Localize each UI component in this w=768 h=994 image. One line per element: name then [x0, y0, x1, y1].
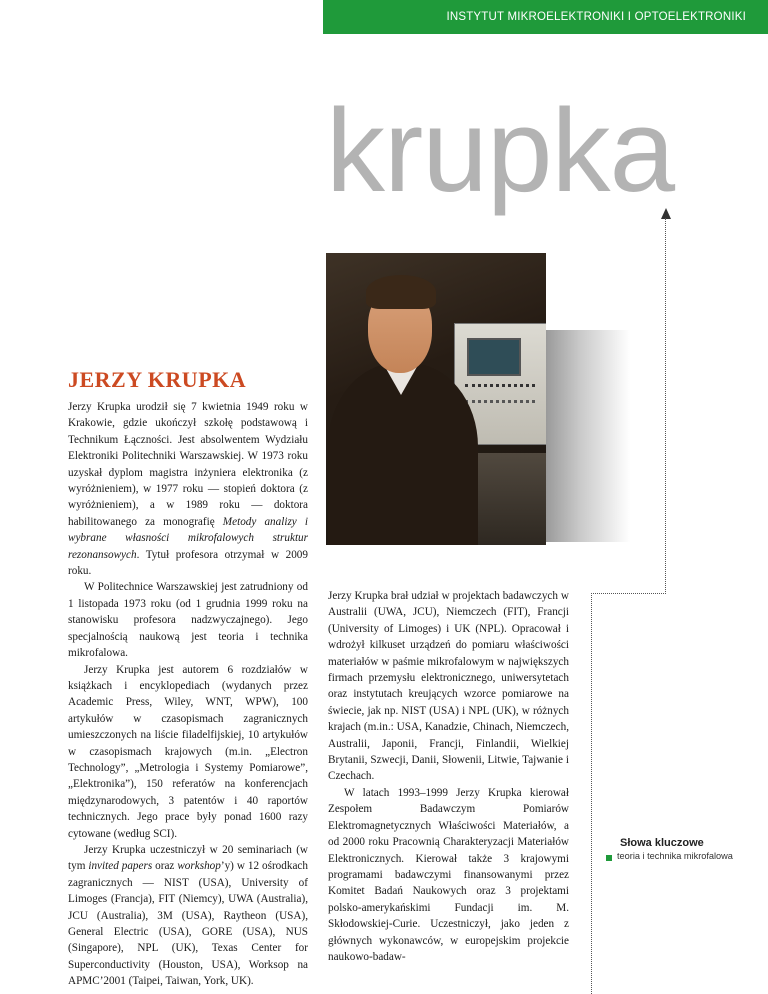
instrument-knobs	[465, 400, 535, 411]
paragraph: Jerzy Krupka uczestniczył w 20 seminariach (w tym invited papers oraz workshop’y) w 12 ośrodkach zagranicznych — NIST (USA), University of Limoges (Francja), FIT (Niemcy), UWA (Australia), JCU (Australia), 3M (USA), Raytheon (USA), General Electric (USA), GORE (USA), NUS (Singapore), NPL (UK), Texas Center for Superconductivity (Houston, USA), Worksop na APMC’2001 (Taipei, Taiwan, York, UK).	[68, 843, 308, 988]
decorative-surname: krupka	[326, 85, 675, 217]
portrait-photo	[326, 253, 546, 545]
header-bar	[323, 0, 768, 34]
profile-name: JERZY KRUPKA	[68, 367, 247, 392]
paragraph: W latach 1993–1999 Jerzy Krupka kierował Zespołem Badawczym Pomiarów Elektromagnetycznych Właściwości Materiałów, a od 2000 roku Pracownią Charakteryzacji Materiałów Elektronicznych. Kierował także 3 krajowymi programami badawczymi finansowanymi przez Komitet Badań Naukowych oraz 3 projektami polsko-amerykańskimi Fundacji im. M. Skłodowskiej-Curie. Uczestniczył, jako jeden z głównych wykonawców, w europejskim projekcie naukowo-badaw-	[328, 786, 569, 963]
dotted-guide-vertical	[665, 218, 666, 594]
bullet-square-icon	[606, 855, 612, 861]
dotted-guide-horizontal	[591, 593, 666, 594]
paragraph: Jerzy Krupka brał udział w projektach badawczych w Australii (UWA, JCU), Niemczech (FIT), Francji (University of Limoges) i UK (NPL). Opracował i wdrożył kilkuset urządzeń do pomiaru właściwości materiałów w paśmie mikrofalowym w największych firmach przemysłu elektronicznego, uniwersytetach oraz instytutach kreujących wzorce pomiarowe na świecie, jak np. NIST (USA) i NPL (UK), w różnych krajach (m.in.: USA, Kanadzie, Chinach, Niemczech, Australii, Japonii, Francji, Finlandii, Wielkiej Brytanii, Szwecji, Danii, Słowenii, Litwie, Tajwanie i Czechach.	[328, 590, 569, 783]
arrow-up-icon	[661, 208, 671, 219]
monograph-title: Metody analizy i wybrane własności mikrofalowych struktur rezonansowych	[68, 515, 308, 561]
dotted-guide-lower	[591, 593, 592, 994]
keyword-item: teoria i technika mikrofalowa	[617, 851, 733, 861]
paragraph: W Politechnice Warszawskiej jest zatrudniony od 1 listopada 1973 roku (od 1 grudnia 1999 roku na stanowisku profesora nadzwyczajnego). Jego specjalnością naukową jest teoria i technika mikrofalowa.	[68, 581, 308, 660]
left-column	[68, 399, 308, 990]
instrument-screen	[467, 338, 521, 376]
institute-header: INSTYTUT MIKROELEKTRONIKI I OPTOELEKTRONIKI	[446, 11, 746, 23]
right-column	[328, 588, 569, 965]
person-hair	[366, 275, 436, 309]
instrument-knobs	[465, 384, 535, 395]
paragraph: Jerzy Krupka jest autorem 6 rozdziałów w książkach i encyklopediach (wydanych przez Academic Press, Wiley, WNT, WPW), 100 artykułów w czasopismach zagranicznych umieszczonych na liście filadelfijskiej, 10 artykułów w czasopismach krajowych (m.in. „Electron Technology”, „Metrologia i Systemy Pomiarowe”, „Elektronika”), 150 referatów na konferencjach międzynarodowych, 3 patentów i 40 raportów technicznych. Jego prace były ponad 1600 razy cytowane (według SCI).	[68, 663, 308, 840]
keywords-title: Słowa kluczowe	[620, 837, 704, 849]
paragraph: Jerzy Krupka urodził się 7 kwietnia 1949 roku w Krakowie, gdzie ukończył szkołę podstawową i Technikum Łączności. Jest absolwentem Wydziału Elektroniki Politechniki Warszawskiej. W 1973 roku uzyskał dyplom magistra inżyniera elektronika (z wyróżnieniem), w 1977 roku — stopień doktora (z wyróżnieniem), a w 1989 roku — doktora habilitowanego za monografię Metody analizy i wybrane własności mikrofalowych struktur rezonansowych. Tytuł profesora otrzymał w 2009 roku.	[68, 401, 308, 578]
photo-shadow	[546, 330, 630, 542]
